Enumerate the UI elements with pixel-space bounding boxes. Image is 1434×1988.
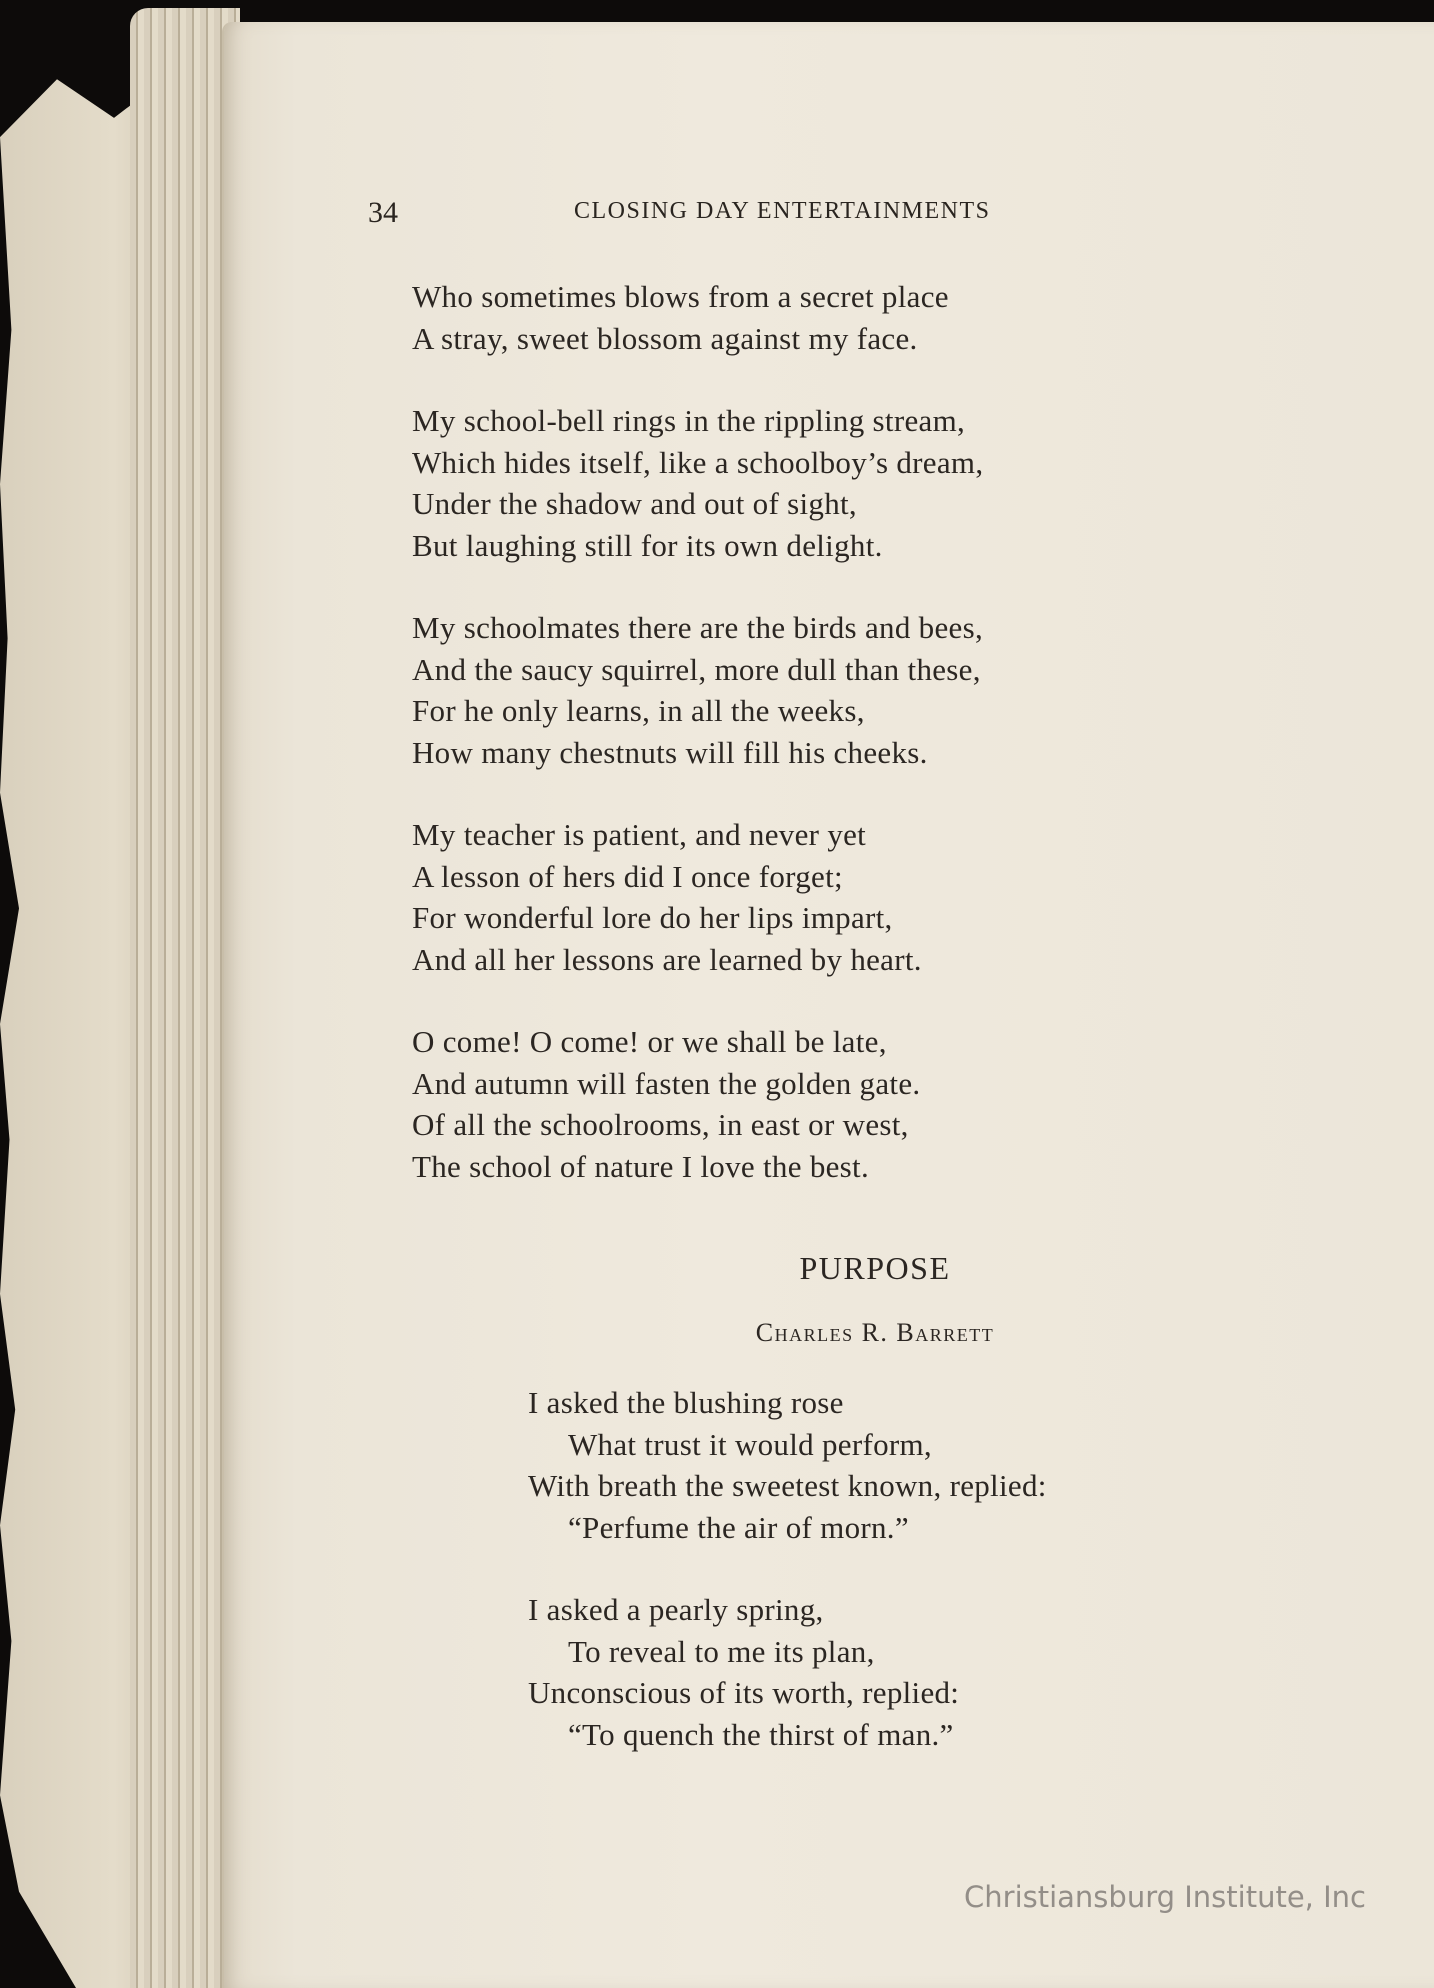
stanza	[412, 814, 1312, 980]
verse-line: My teacher is patient, and never yet	[412, 817, 867, 852]
stanza	[412, 400, 1312, 566]
stanza	[528, 1382, 1348, 1548]
verse-line: Of all the schoolrooms, in east or west,	[412, 1107, 909, 1142]
verse-line: For he only learns, in all the weeks,	[412, 693, 865, 728]
page-header	[368, 196, 1168, 236]
stanza	[412, 276, 1312, 359]
verse-line: A lesson of hers did I once forget;	[412, 858, 843, 894]
verse-line: What trust it would perform,	[568, 1426, 932, 1462]
verse-line: And the saucy squirrel, more dull than these,	[412, 651, 981, 687]
verse-line: The school of nature I love the best.	[412, 1148, 870, 1184]
verse-line: And autumn will fasten the golden gate.	[412, 1065, 921, 1101]
stanza	[528, 1589, 1348, 1755]
verse-line: A stray, sweet blossom against my face.	[412, 320, 918, 356]
stanza	[412, 607, 1312, 773]
verse-line: For wonderful lore do her lips impart,	[412, 900, 893, 935]
verse-line: My schoolmates there are the birds and bees,	[412, 610, 984, 645]
verse-line: Which hides itself, like a schoolboy’s dream,	[412, 444, 984, 480]
verse-line: Who sometimes blows from a secret place	[412, 279, 949, 314]
poem-author: Charles R. Barrett	[755, 1318, 995, 1347]
verse-line: I asked the blushing rose	[528, 1385, 844, 1420]
running-title: CLOSING DAY ENTERTAINMENTS	[574, 198, 991, 224]
verse-line: “To quench the thirst of man.”	[568, 1716, 954, 1752]
poem-purpose	[528, 1382, 1348, 1755]
verse-line: How many chestnuts will fill his cheeks.	[412, 734, 928, 770]
verse-line: And all her lessons are learned by heart.	[412, 941, 922, 977]
verse-line: But laughing still for its own delight.	[412, 527, 883, 563]
verse-line: O come! O come! or we shall be late,	[412, 1024, 887, 1059]
poem-title: PURPOSE	[799, 1250, 951, 1286]
verse-line: “Perfume the air of morn.”	[568, 1509, 909, 1545]
verse-line: With breath the sweetest known, replied:	[528, 1468, 1047, 1503]
verse-line: To reveal to me its plan,	[568, 1633, 875, 1669]
verse-line: I asked a pearly spring,	[528, 1592, 824, 1627]
verse-line: Unconscious of its worth, replied:	[528, 1675, 960, 1710]
poem-continued	[412, 276, 1312, 1187]
verse-line: Under the shadow and out of sight,	[412, 486, 857, 521]
watermark: Christiansburg Institute, Inc	[964, 1880, 1366, 1914]
page-number: 34	[368, 196, 398, 229]
verse-line: My school-bell rings in the rippling stream,	[412, 403, 966, 438]
stanza	[412, 1021, 1312, 1187]
